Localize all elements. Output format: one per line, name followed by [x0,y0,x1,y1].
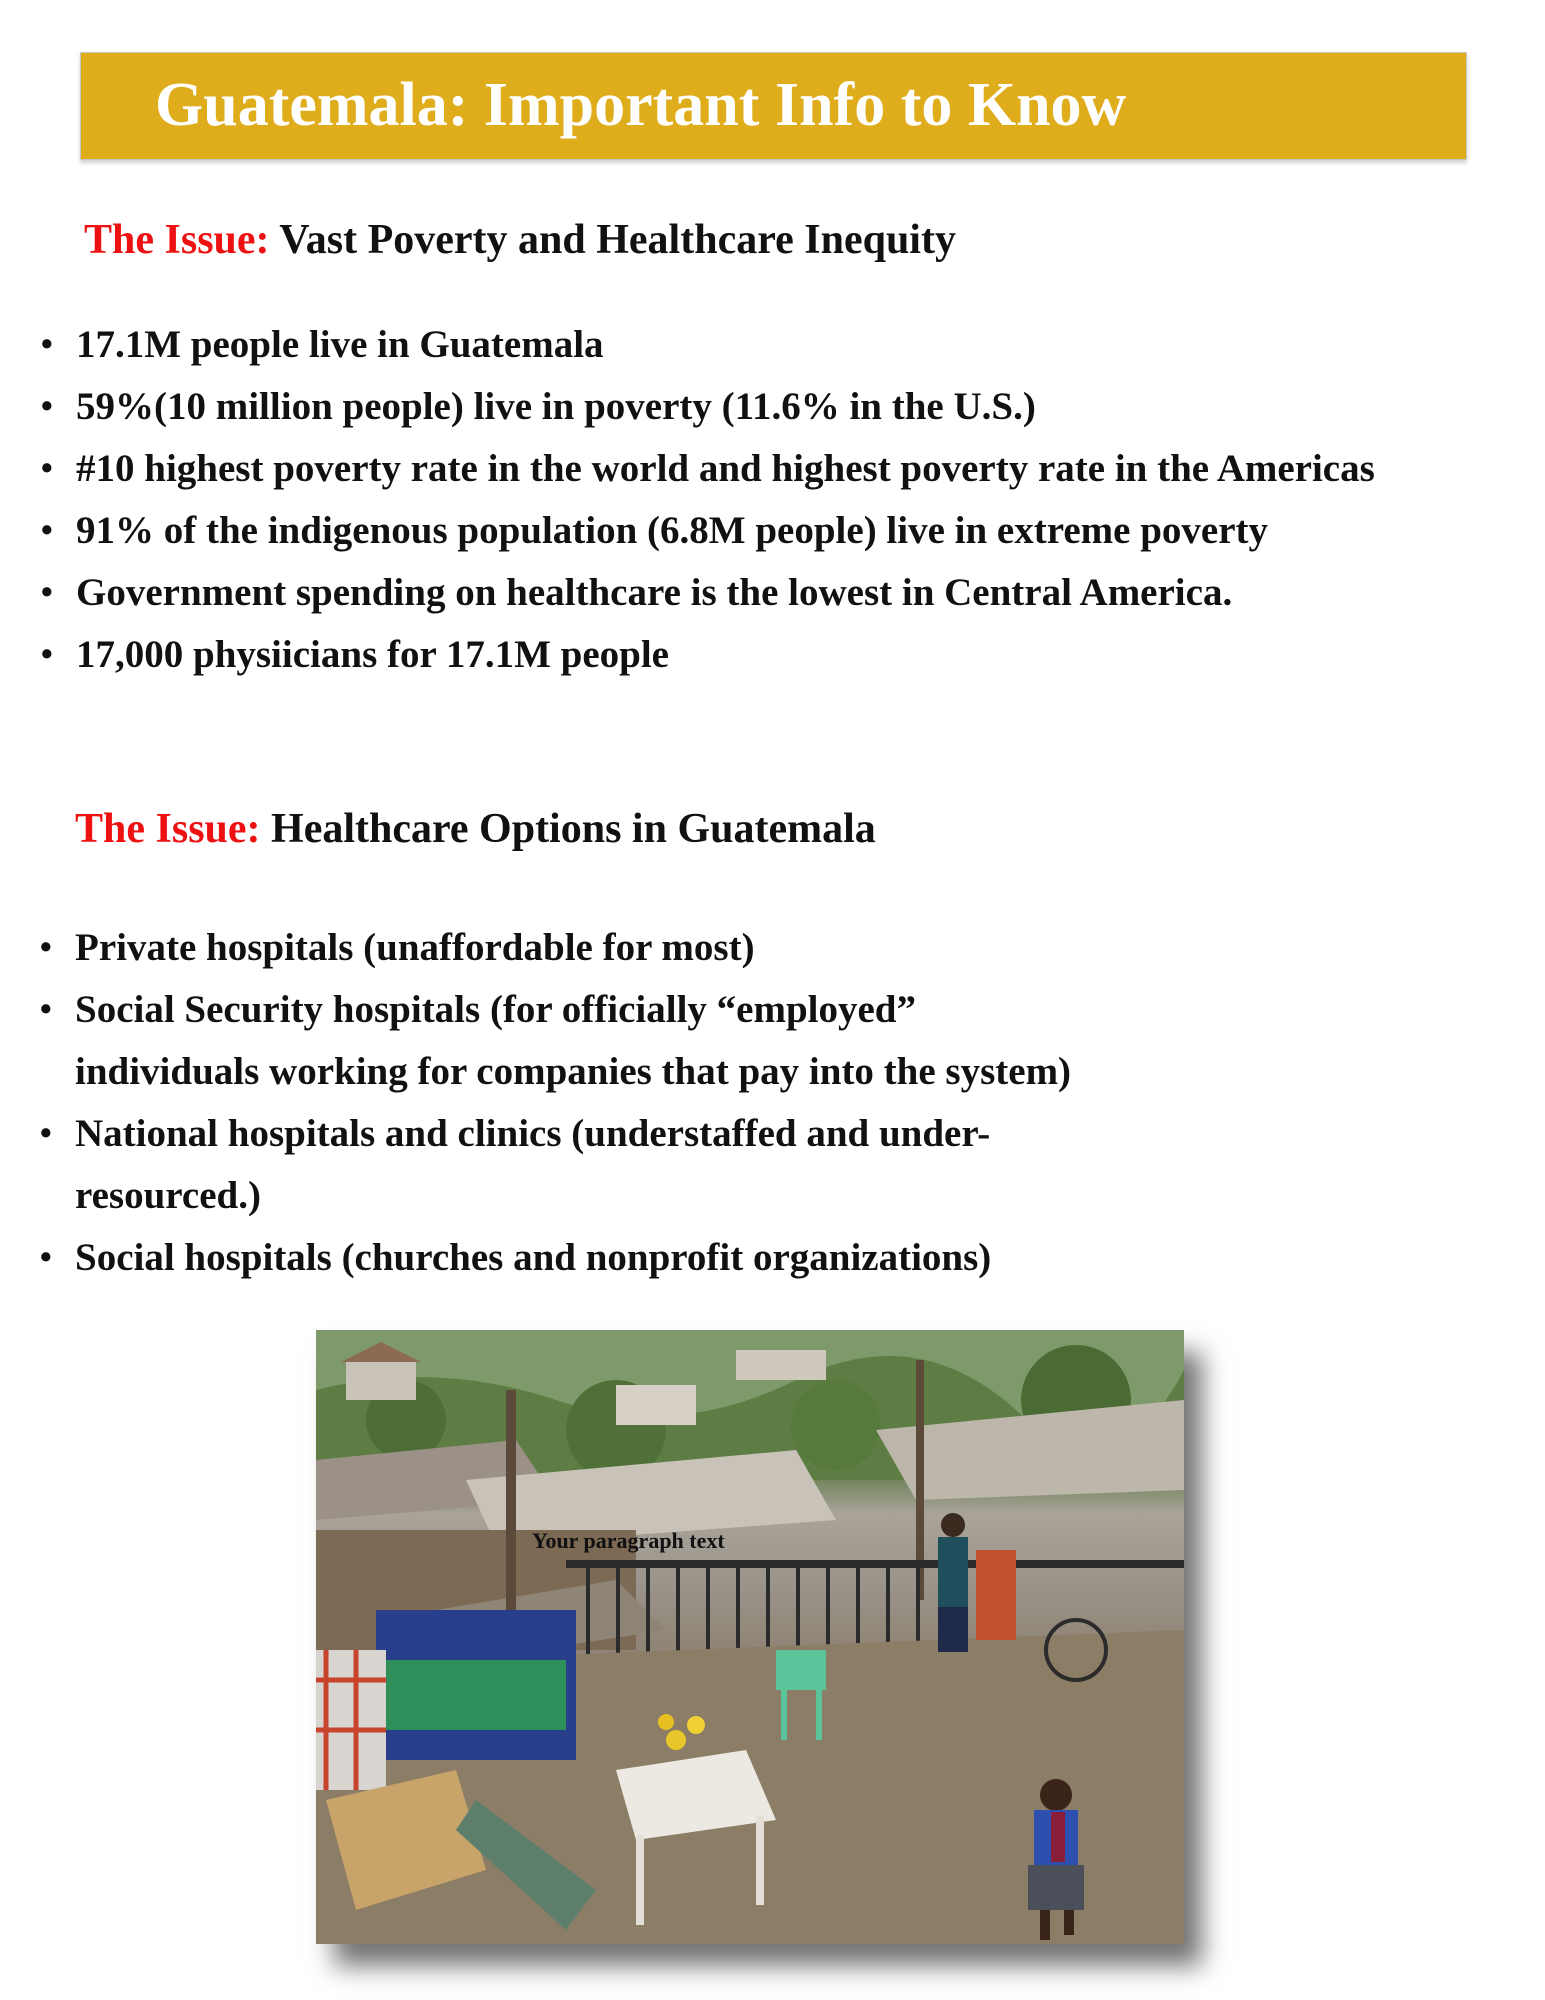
healthcare-options-list [35,917,1071,1289]
title-banner [80,52,1467,160]
section-title: Healthcare Options in Guatemala [271,806,876,852]
list-item: • 17,000 physiicians for 17.1M people [36,624,1375,686]
bullet-icon: • [40,509,54,552]
list-item: • 59%(10 million people) live in poverty (11.6% in the U.S.) [36,376,1375,438]
bullet-icon: • [40,385,54,428]
list-item: • Social Security hospitals (for officially “employed” individuals working for companies that pay into the system) [35,979,1071,1103]
photo-caption: Your paragraph text [532,1528,725,1553]
section-title: Vast Poverty and Healthcare Inequity [279,217,956,263]
list-item: • National hospitals and clinics (understaffed and under- resourced.) [35,1103,1071,1227]
section-heading-poverty [84,216,956,264]
list-item: • 17.1M people live in Guatemala [36,314,1375,376]
bullet-icon: • [40,571,54,614]
section-heading-healthcare-options [75,805,876,853]
list-item: • Government spending on healthcare is the lowest in Central America. [36,562,1375,624]
photo-illustration [316,1330,1184,1944]
issue-label: The Issue: [75,806,261,852]
issue-label: The Issue: [84,217,270,263]
bullet-icon: • [39,926,53,969]
page-title: Guatemala: Important Info to Know [155,71,1127,139]
bullet-icon: • [39,1112,53,1155]
bullet-icon: • [40,323,54,366]
bullet-icon: • [39,1236,53,1279]
bullet-icon: • [40,447,54,490]
list-item: • #10 highest poverty rate in the world and highest poverty rate in the Americas [36,438,1375,500]
list-item: • Social hospitals (churches and nonprofit organizations) [35,1227,1071,1289]
bullet-icon: • [40,633,54,676]
poverty-facts-list [36,314,1375,686]
village-rooftop-photo [316,1330,1184,1944]
bullet-icon: • [39,988,53,1031]
list-item: • Private hospitals (unaffordable for most) [35,917,1071,979]
list-item: • 91% of the indigenous population (6.8M people) live in extreme poverty [36,500,1375,562]
